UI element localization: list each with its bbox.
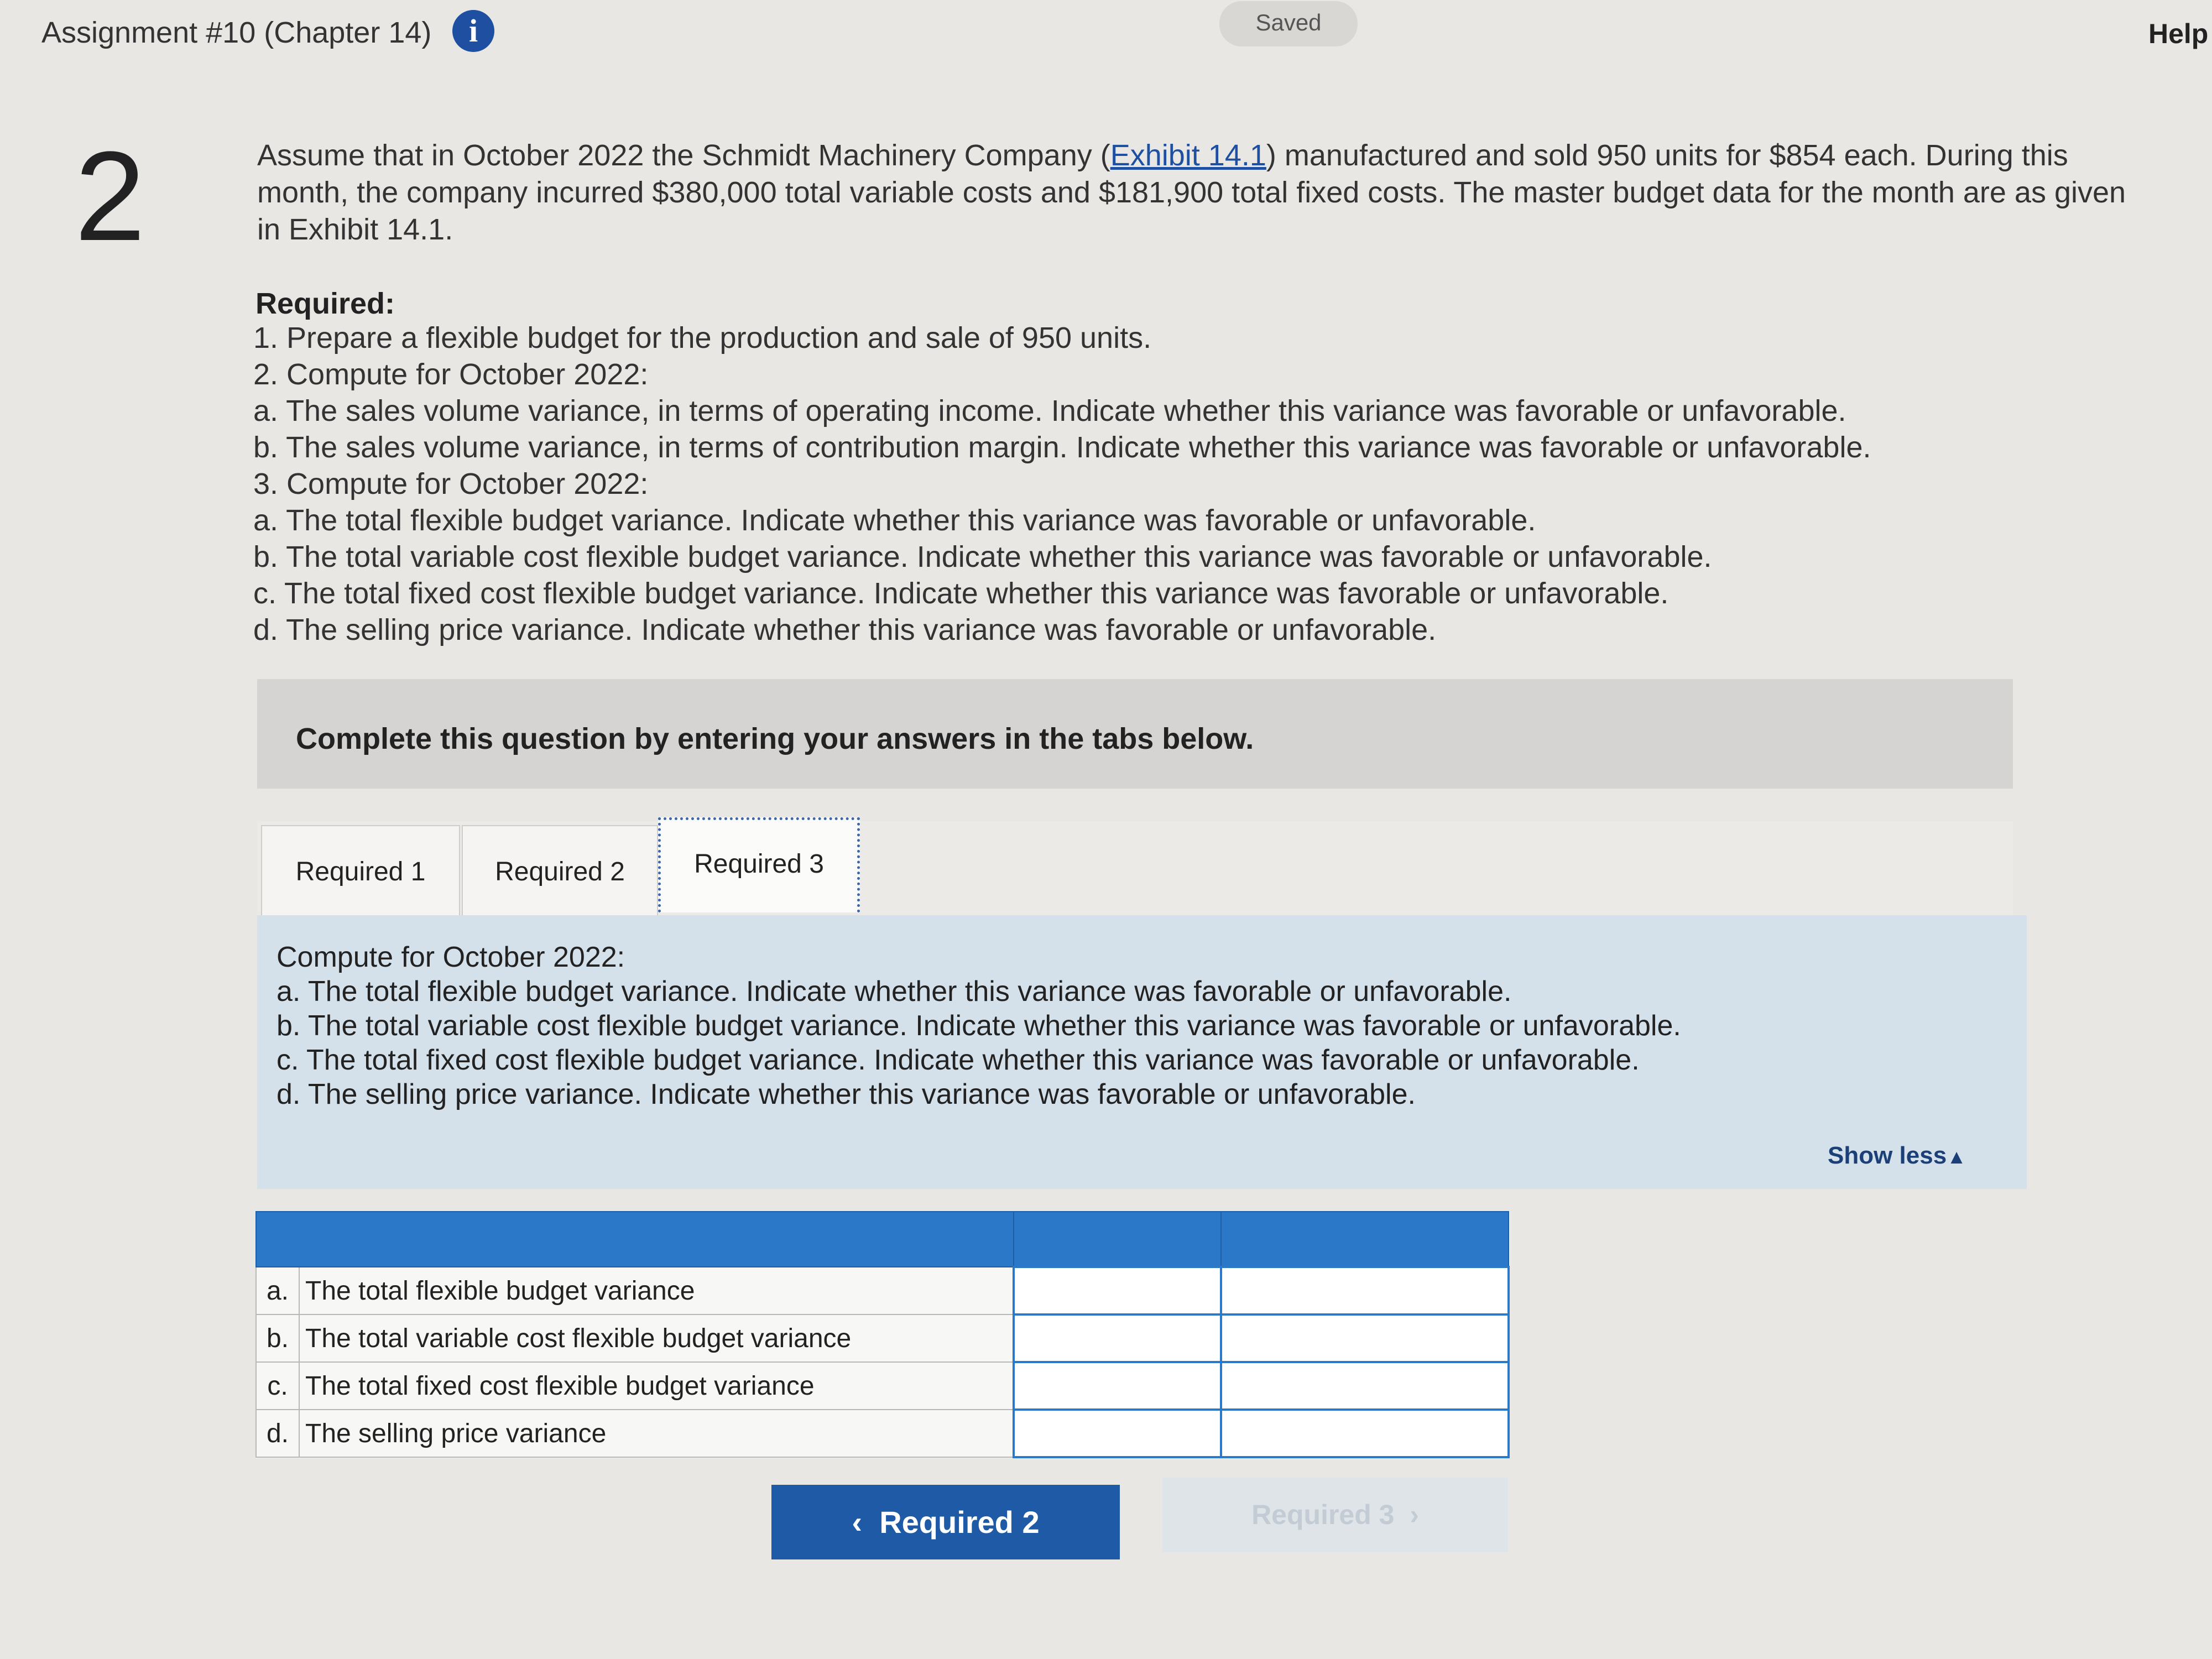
required-heading: Required: (255, 287, 395, 320)
table-row (256, 1410, 1509, 1457)
favorable-select-field[interactable] (1223, 1363, 1509, 1408)
tab-description (276, 940, 1991, 1112)
triangle-up-icon: ▲ (1947, 1145, 1966, 1168)
favorable-select[interactable] (1221, 1267, 1509, 1314)
required-item: 2. Compute for October 2022: (253, 358, 649, 391)
panel-line: c. The total fixed cost flexible budget variance. Indicate whether this variance was favorable or unfavorable. (276, 1044, 1640, 1076)
row-label: The total flexible budget variance (299, 1267, 1014, 1314)
required-item: b. The sales volume variance, in terms of contribution margin. Indicate whether this variance was favorable or unfavorable. (253, 431, 1871, 464)
prev-required-button[interactable] (771, 1485, 1120, 1559)
info-icon[interactable]: i (452, 10, 494, 52)
chevron-right-icon: › (1410, 1499, 1419, 1530)
table-header-row (256, 1212, 1509, 1267)
table-header-cell (1221, 1212, 1509, 1267)
table-header-cell (1014, 1212, 1221, 1267)
tab-required-1[interactable]: Required 1 (261, 825, 460, 917)
table-header-cell (256, 1212, 1014, 1267)
required-list (253, 320, 2106, 648)
row-letter: c. (256, 1362, 299, 1410)
amount-input-field[interactable] (1015, 1411, 1222, 1456)
prev-button-label: Required 2 (879, 1505, 1040, 1540)
required-item: a. The total flexible budget variance. Indicate whether this variance was favorable or unfavorable. (253, 504, 1536, 537)
favorable-select-field[interactable] (1223, 1411, 1509, 1456)
row-letter: a. (256, 1267, 299, 1314)
amount-input-field[interactable] (1015, 1363, 1222, 1408)
help-link[interactable]: Help (2148, 18, 2209, 49)
favorable-select-field[interactable] (1223, 1268, 1509, 1313)
row-label: The selling price variance (299, 1410, 1014, 1457)
row-label: The total variable cost flexible budget variance (299, 1314, 1014, 1362)
table-row (256, 1362, 1509, 1410)
required-item: b. The total variable cost flexible budget variance. Indicate whether this variance was favorable or unfavorable. (253, 540, 1712, 573)
amount-input[interactable] (1014, 1267, 1221, 1314)
problem-statement (257, 137, 2148, 248)
panel-line: a. The total flexible budget variance. Indicate whether this variance was favorable or unfavorable. (276, 975, 1512, 1008)
tab-required-2[interactable]: Required 2 (462, 825, 658, 917)
favorable-select[interactable] (1221, 1410, 1509, 1457)
table-row (256, 1267, 1509, 1314)
amount-input-field[interactable] (1015, 1316, 1222, 1361)
amount-input[interactable] (1014, 1362, 1221, 1410)
row-label: The total fixed cost flexible budget variance (299, 1362, 1014, 1410)
tab-required-3[interactable]: Required 3 (658, 817, 860, 912)
problem-text-part1: Assume that in October 2022 the Schmidt Machinery Company ( (257, 139, 1110, 172)
required-item: c. The total fixed cost flexible budget variance. Indicate whether this variance was favorable or unfavorable. (253, 577, 1669, 610)
amount-input[interactable] (1014, 1314, 1221, 1362)
show-less-label: Show less (1828, 1142, 1947, 1169)
question-number: 2 (75, 125, 145, 267)
favorable-select-field[interactable] (1223, 1316, 1509, 1361)
row-letter: d. (256, 1410, 299, 1457)
problem-text-part2: ) manufactured and sold 950 units for $854 each. During this month, the company incurred $380,000 total variable costs and $181,900 total fixed costs. The master budget data for the month are as given in Exhibit 14.1. (257, 139, 2126, 246)
required-item: 3. Compute for October 2022: (253, 467, 649, 500)
row-letter: b. (256, 1314, 299, 1362)
assignment-title: Assignment #10 (Chapter 14) (41, 16, 432, 49)
favorable-select[interactable] (1221, 1314, 1509, 1362)
amount-input[interactable] (1014, 1410, 1221, 1457)
saved-status-badge: Saved (1219, 1, 1358, 46)
next-required-button[interactable] (1162, 1478, 1508, 1552)
table-row (256, 1314, 1509, 1362)
required-item: 1. Prepare a flexible budget for the production and sale of 950 units. (253, 321, 1152, 354)
required-item: a. The sales volume variance, in terms of operating income. Indicate whether this variance was favorable or unfavorable. (253, 394, 1846, 427)
show-less-link[interactable] (1828, 1142, 1966, 1170)
answer-table (255, 1211, 1510, 1458)
panel-line: d. The selling price variance. Indicate whether this variance was favorable or unfavorable. (276, 1078, 1416, 1110)
panel-line: Compute for October 2022: (276, 941, 625, 973)
required-item: d. The selling price variance. Indicate whether this variance was favorable or unfavorable. (253, 613, 1437, 646)
amount-input-field[interactable] (1015, 1268, 1222, 1313)
next-button-label: Required 3 (1251, 1499, 1395, 1530)
favorable-select[interactable] (1221, 1362, 1509, 1410)
panel-line: b. The total variable cost flexible budget variance. Indicate whether this variance was favorable or unfavorable. (276, 1010, 1681, 1042)
chevron-left-icon: ‹ (852, 1505, 863, 1540)
instruction-text: Complete this question by entering your answers in the tabs below. (296, 722, 1254, 755)
exhibit-link[interactable]: Exhibit 14.1 (1110, 139, 1266, 172)
